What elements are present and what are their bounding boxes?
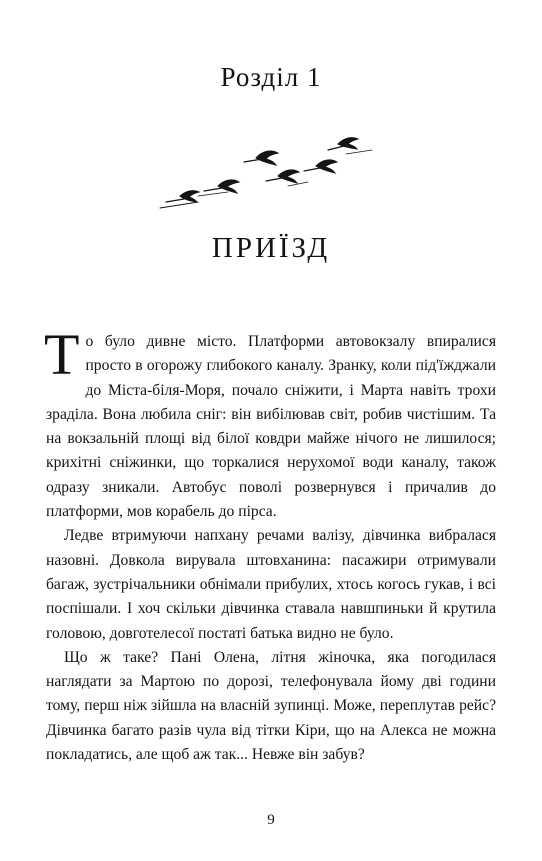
chapter-label: Розділ 1 bbox=[220, 62, 322, 92]
paragraph-2: Ледве втримуючи напхану речами валізу, дівчинка вибралася назовні. Довкола вирувала штовханина: пасажири отримували багаж, зустрічальники обнімали прибулих, хтось когось гукав, і всі поспішали. І хоч скільки дівчинка ставала навшпиньки й крутила головою, довготелесої постаті батька видно не було. bbox=[46, 527, 496, 642]
chapter-title: ПРИЇЗД bbox=[211, 232, 331, 264]
paragraph-3: Що ж таке? Пані Олена, літня жіночка, яка погодилася наглядати за Мартою по дорозі, телефонувала йому дві години тому, перш ніж зійшла на власній зупинці. Може, переплутав рейс? Дівчинка багато разів чула від тітки Кіри, що на Алекса не можна покладатись, але щоб аж так... Невже він забув? bbox=[46, 648, 496, 764]
page-number: 9 bbox=[267, 812, 275, 828]
paragraph-1 bbox=[44, 322, 496, 524]
chapter-body bbox=[44, 322, 496, 767]
flying-birds-icon bbox=[158, 122, 388, 214]
drop-cap: Т bbox=[44, 322, 80, 387]
paragraph-1-text: о було дивне місто. Платформи автовокзалу впиралися просто в огорожу глибокого каналу. Зранку, коли під'їжджали до Міста-біля-Моря, почало сніжити, і Марта навіть трохи зраділа. Вона любила сніг: він вибілював світ, робив чистішим. Та на вокзальній площі від білої ковдри майже нічого не лишилося; крихітні сніжинки, що торкалися нерухомої води каналу, також одразу зникали. Автобус поволі розвернувся і причалив до платформи, мов корабель до пірса. bbox=[46, 333, 496, 521]
